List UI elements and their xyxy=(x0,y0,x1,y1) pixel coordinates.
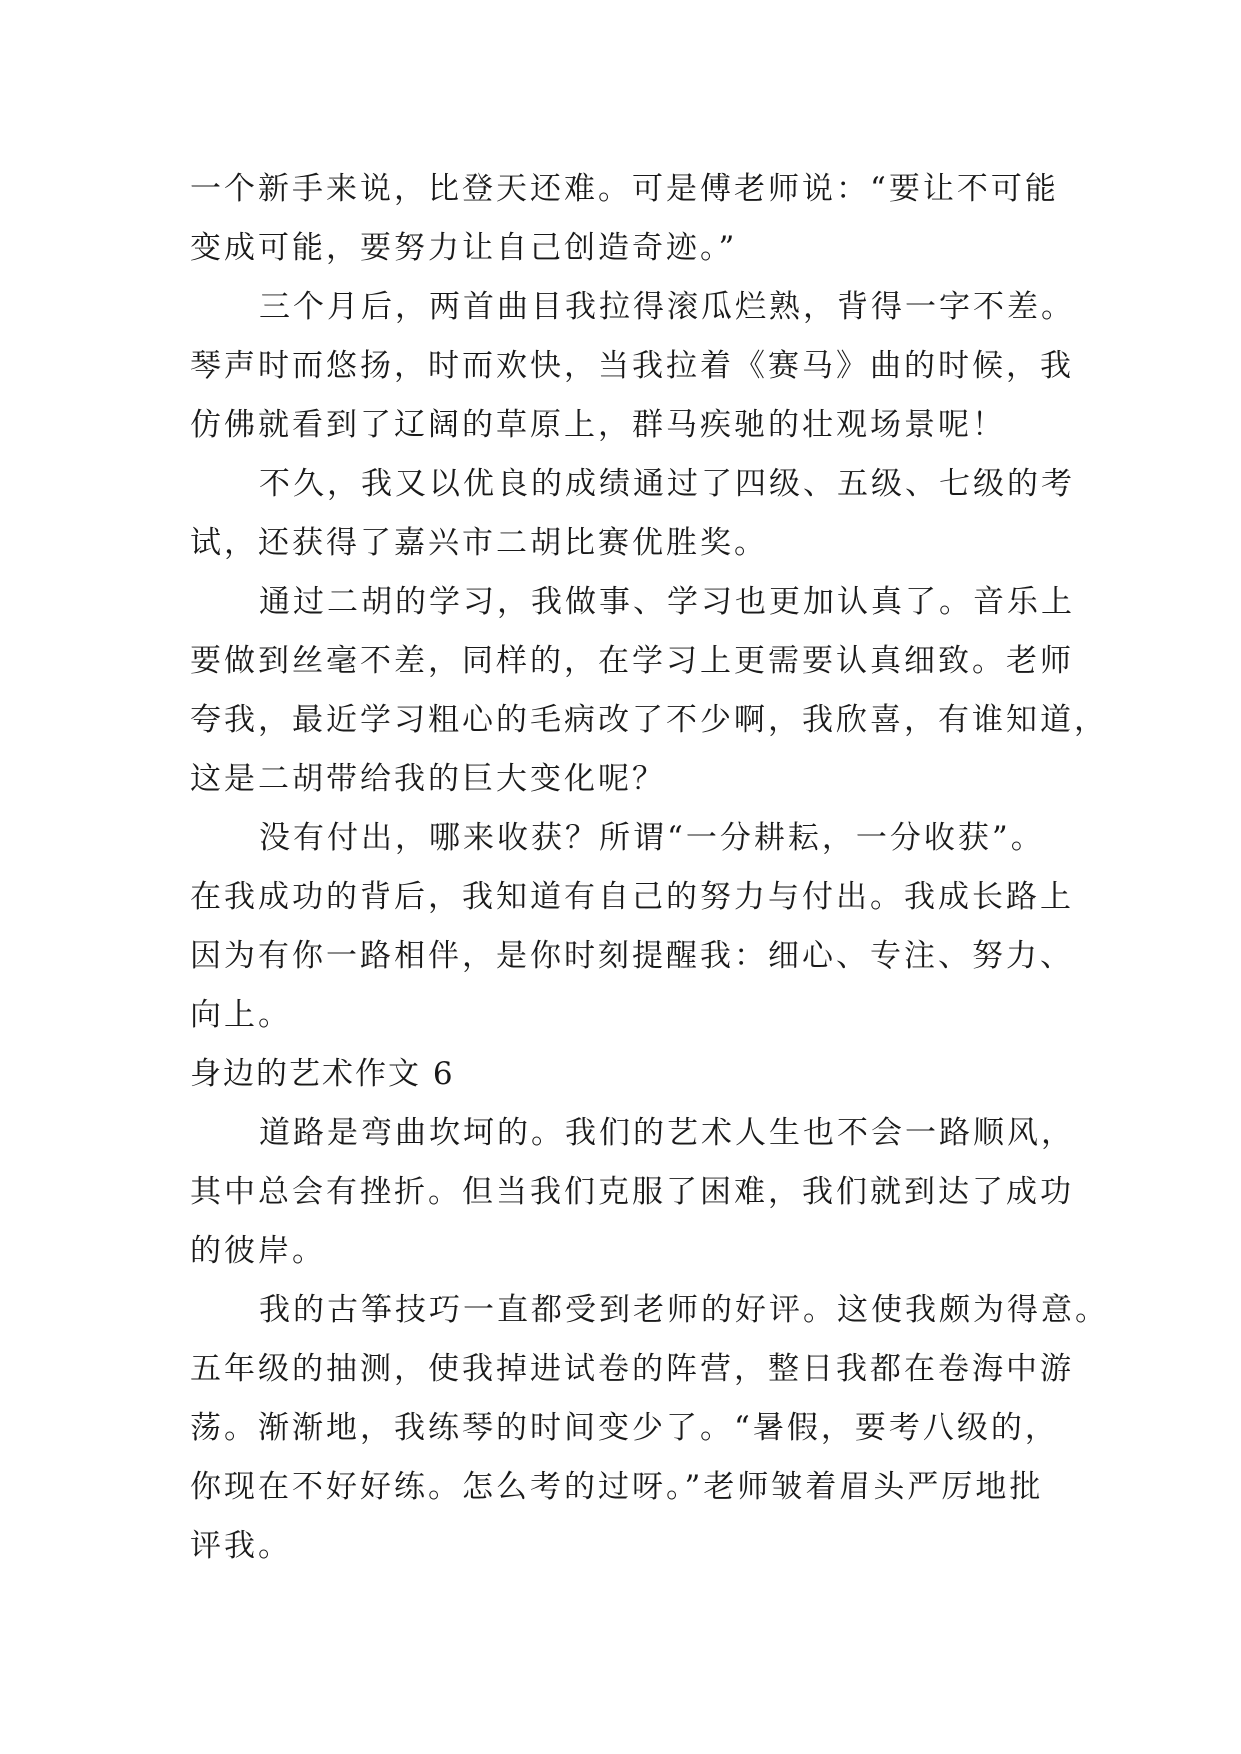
text-line: 琴声时而悠扬，时而欢快，当我拉着《赛马》曲的时候，我 xyxy=(190,348,1074,384)
text-line: 仿佛就看到了辽阔的草原上，群马疾驰的壮观场景呢！ xyxy=(190,407,1006,443)
text-line: 的彼岸。 xyxy=(190,1233,326,1269)
text-line: 在我成功的背后，我知道有自己的努力与付出。我成长路上 xyxy=(190,879,1074,915)
text-line: 变成可能，要努力让自己创造奇迹。” xyxy=(190,230,738,266)
text-line: 你现在不好好练。怎么考的过呀。”老师皱着眉头严厉地批 xyxy=(190,1469,1044,1505)
text-line: 评我。 xyxy=(190,1528,292,1564)
text-line: 荡。渐渐地，我练琴的时间变少了。“暑假，要考八级的， xyxy=(190,1410,1059,1446)
text-line: 五年级的抽测，使我掉进试卷的阵营，整日我都在卷海中游 xyxy=(190,1351,1074,1387)
text-line: 试，还获得了嘉兴市二胡比赛优胜奖。 xyxy=(190,525,768,561)
essay-heading: 身边的艺术作文 6 xyxy=(190,1056,455,1092)
text-line: 向上。 xyxy=(190,997,292,1033)
text-line: 其中总会有挫折。但当我们克服了困难，我们就到达了成功 xyxy=(190,1174,1074,1210)
text-line: 因为有你一路相伴，是你时刻提醒我：细心、专注、努力、 xyxy=(190,938,1074,974)
paragraph-start-line: 没有付出，哪来收获？所谓“一分耕耘，一分收获”。 xyxy=(259,820,1045,856)
text-line: 夸我，最近学习粗心的毛病改了不少啊，我欣喜，有谁知道， xyxy=(190,702,1108,738)
text-line: 这是二胡带给我的巨大变化呢？ xyxy=(190,761,666,797)
essay-body xyxy=(190,160,1109,1576)
paragraph-start-line: 三个月后，两首曲目我拉得滚瓜烂熟，背得一字不差。 xyxy=(259,289,1075,325)
text-line: 一个新手来说，比登天还难。可是傅老师说：“要让不可能 xyxy=(190,171,1059,207)
paragraph-start-line: 道路是弯曲坎坷的。我们的艺术人生也不会一路顺风， xyxy=(259,1115,1075,1151)
paragraph-start-line: 不久，我又以优良的成绩通过了四级、五级、七级的考 xyxy=(259,466,1075,502)
text-line: 要做到丝毫不差，同样的，在学习上更需要认真细致。老师 xyxy=(190,643,1074,679)
paragraph-start-line: 我的古筝技巧一直都受到老师的好评。这使我颇为得意。 xyxy=(259,1292,1109,1328)
paragraph-start-line: 通过二胡的学习，我做事、学习也更加认真了。音乐上 xyxy=(259,584,1075,620)
